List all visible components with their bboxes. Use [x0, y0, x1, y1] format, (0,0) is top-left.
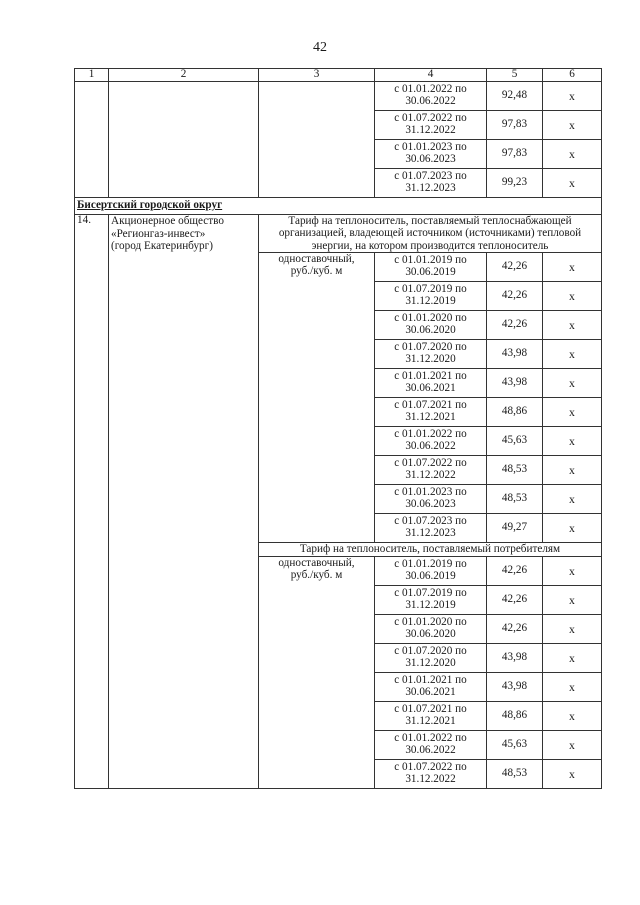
column-6-cell: х [543, 339, 602, 368]
text-line: одноставочный, [278, 252, 355, 265]
tariff-value-cell: 48,86 [487, 701, 543, 730]
column-6-cell: х [543, 513, 602, 542]
column-6-cell: х [543, 252, 602, 281]
tariff-value-cell: 42,26 [487, 556, 543, 585]
column-6-cell: х [543, 672, 602, 701]
region-row [75, 198, 602, 215]
tariff-value-cell: 42,26 [487, 585, 543, 614]
period-cell [375, 426, 487, 455]
text-line: 30.06.2019 [405, 265, 456, 278]
organization-name [109, 215, 259, 789]
column-6-cell: х [543, 281, 602, 310]
text-line: 30.06.2023 [405, 497, 456, 510]
text-line: с 01.07.2023 по [394, 515, 467, 528]
column-6-cell: х [543, 397, 602, 426]
text-line: с 01.01.2022 по [394, 83, 467, 96]
text-line: 31.12.2022 [405, 772, 456, 785]
text-line: с 01.01.2019 по [394, 558, 467, 571]
text-line: с 01.07.2019 по [394, 283, 467, 296]
tariff-value-cell: 48,53 [487, 455, 543, 484]
column-6-cell: х [543, 484, 602, 513]
column-6-cell: х [543, 556, 602, 585]
tariff-value-cell: 43,98 [487, 643, 543, 672]
text-line: 30.06.2022 [405, 95, 456, 107]
period-cell [375, 672, 487, 701]
column-number-1: 1 [75, 69, 109, 82]
text-line: 30.06.2020 [405, 627, 456, 640]
text-line: 31.12.2021 [405, 714, 456, 727]
text-line: 30.06.2020 [405, 323, 456, 336]
period-cell [375, 140, 487, 169]
text-line: с 01.01.2020 по [394, 616, 467, 629]
column-6-cell: х [543, 368, 602, 397]
tariff-value-cell: 42,26 [487, 281, 543, 310]
text-line: с 01.01.2019 по [394, 254, 467, 267]
text-line: с 01.01.2022 по [394, 732, 467, 745]
period-cell [375, 455, 487, 484]
period-cell [375, 397, 487, 426]
text-line: 31.12.2020 [405, 352, 456, 365]
text-line: 30.06.2021 [405, 381, 456, 394]
text-line: с 01.07.2022 по [394, 112, 467, 125]
text-line: с 01.07.2021 по [394, 703, 467, 716]
tariff-value-cell: 43,98 [487, 368, 543, 397]
text-line: 30.06.2022 [405, 743, 456, 756]
text-line: с 01.01.2021 по [394, 674, 467, 687]
text-line: 31.12.2022 [405, 468, 456, 481]
column-number-row [75, 69, 602, 82]
text-line: 31.12.2023 [405, 526, 456, 539]
tariff-type-cell [259, 252, 375, 542]
period-cell [375, 169, 487, 198]
column-6-cell: х [543, 585, 602, 614]
column-number-6: 6 [543, 69, 602, 82]
tariff-value-cell: 49,27 [487, 513, 543, 542]
tariff-value-cell: 45,63 [487, 426, 543, 455]
column-6-cell: х [543, 426, 602, 455]
tariff-title: Тариф на теплоноситель, поставляемый потребителям [259, 542, 602, 556]
period-cell [375, 111, 487, 140]
table-row [75, 82, 602, 111]
text-line: 30.06.2021 [405, 685, 456, 698]
page-number: 42 [313, 40, 327, 55]
column-6-cell: х [543, 111, 602, 140]
text-line: «Регионгаз-инвест» [111, 227, 206, 240]
column-6-cell: х [543, 730, 602, 759]
text-line: с 01.07.2019 по [394, 587, 467, 600]
period-cell [375, 513, 487, 542]
column-6-cell: х [543, 169, 602, 198]
tariff-value-cell: 92,48 [487, 82, 543, 111]
period-cell [375, 368, 487, 397]
column-number-3: 3 [259, 69, 375, 82]
text-line: с 01.07.2023 по [394, 170, 467, 183]
tariff-value-cell: 43,98 [487, 672, 543, 701]
text-line: 31.12.2019 [405, 598, 456, 611]
period-cell [375, 759, 487, 788]
period-cell [375, 339, 487, 368]
text-line: с 01.07.2021 по [394, 399, 467, 412]
region-heading: Бисертский городской округ [75, 198, 602, 215]
text-line: 31.12.2021 [405, 410, 456, 423]
tariff-value-cell: 42,26 [487, 310, 543, 339]
tariff-table-body [75, 69, 602, 789]
period-cell [375, 701, 487, 730]
column-6-cell: х [543, 455, 602, 484]
text-line: с 01.07.2022 по [394, 457, 467, 470]
tariff-value-cell: 45,63 [487, 730, 543, 759]
text-line: с 01.01.2021 по [394, 370, 467, 383]
tariff-type-cell [259, 556, 375, 788]
tariff-value-cell: 97,83 [487, 111, 543, 140]
column-6-cell: х [543, 614, 602, 643]
text-line: с 01.07.2022 по [394, 761, 467, 774]
period-cell [375, 556, 487, 585]
column-number-5: 5 [487, 69, 543, 82]
text-line: с 01.07.2020 по [394, 645, 467, 658]
text-line: с 01.07.2020 по [394, 341, 467, 354]
period-cell [375, 310, 487, 339]
text-line: 30.06.2022 [405, 439, 456, 452]
tariff-value-cell: 97,83 [487, 140, 543, 169]
text-line: руб./куб. м [290, 265, 343, 278]
text-line: (город Екатеринбург) [111, 240, 213, 253]
tariff-value-cell: 48,53 [487, 484, 543, 513]
tariff-value-cell: 43,98 [487, 339, 543, 368]
column-6-cell: х [543, 701, 602, 730]
tariff-value-cell: 42,26 [487, 252, 543, 281]
period-cell [375, 252, 487, 281]
text-line: 31.12.2022 [405, 124, 456, 136]
text-line: 31.12.2019 [405, 294, 456, 307]
text-line: одноставочный, [278, 556, 355, 569]
text-line: с 01.01.2023 по [394, 486, 467, 499]
column-number-2: 2 [109, 69, 259, 82]
period-cell [375, 730, 487, 759]
period-cell [375, 643, 487, 672]
text-line: 31.12.2020 [405, 656, 456, 669]
column-6-cell: х [543, 759, 602, 788]
period-cell [375, 484, 487, 513]
text-line: с 01.01.2020 по [394, 312, 467, 325]
column-number-4: 4 [375, 69, 487, 82]
period-cell [375, 281, 487, 310]
column-6-cell: х [543, 310, 602, 339]
text-line: 30.06.2019 [405, 569, 456, 582]
period-cell [375, 585, 487, 614]
entry-number: 14. [75, 215, 109, 789]
period-cell [375, 614, 487, 643]
column-6-cell: х [543, 140, 602, 169]
column-6-cell: х [543, 643, 602, 672]
empty-number-cell [75, 82, 109, 198]
period-cell [375, 82, 487, 111]
column-6-cell: х [543, 82, 602, 111]
text-line: с 01.01.2023 по [394, 141, 467, 154]
text-line: Акционерное общество [111, 215, 224, 227]
tariff-title-row [75, 215, 602, 253]
text-line: руб./куб. м [290, 569, 343, 582]
tariff-value-cell: 99,23 [487, 169, 543, 198]
tariff-value-cell: 42,26 [487, 614, 543, 643]
tariff-value-cell: 48,53 [487, 759, 543, 788]
tariff-title: Тариф на теплоноситель, поставляемый теплоснабжающей организацией, владеющей источником (источниками) тепловой энергии, на котором производится теплоноситель [259, 215, 602, 253]
tariff-value-cell: 48,86 [487, 397, 543, 426]
text-line: 30.06.2023 [405, 153, 456, 165]
empty-org-cell [109, 82, 259, 198]
text-line: 31.12.2023 [405, 182, 456, 194]
text-line: с 01.01.2022 по [394, 428, 467, 441]
empty-tariff-type-cell [259, 82, 375, 198]
tariff-table [74, 68, 602, 789]
